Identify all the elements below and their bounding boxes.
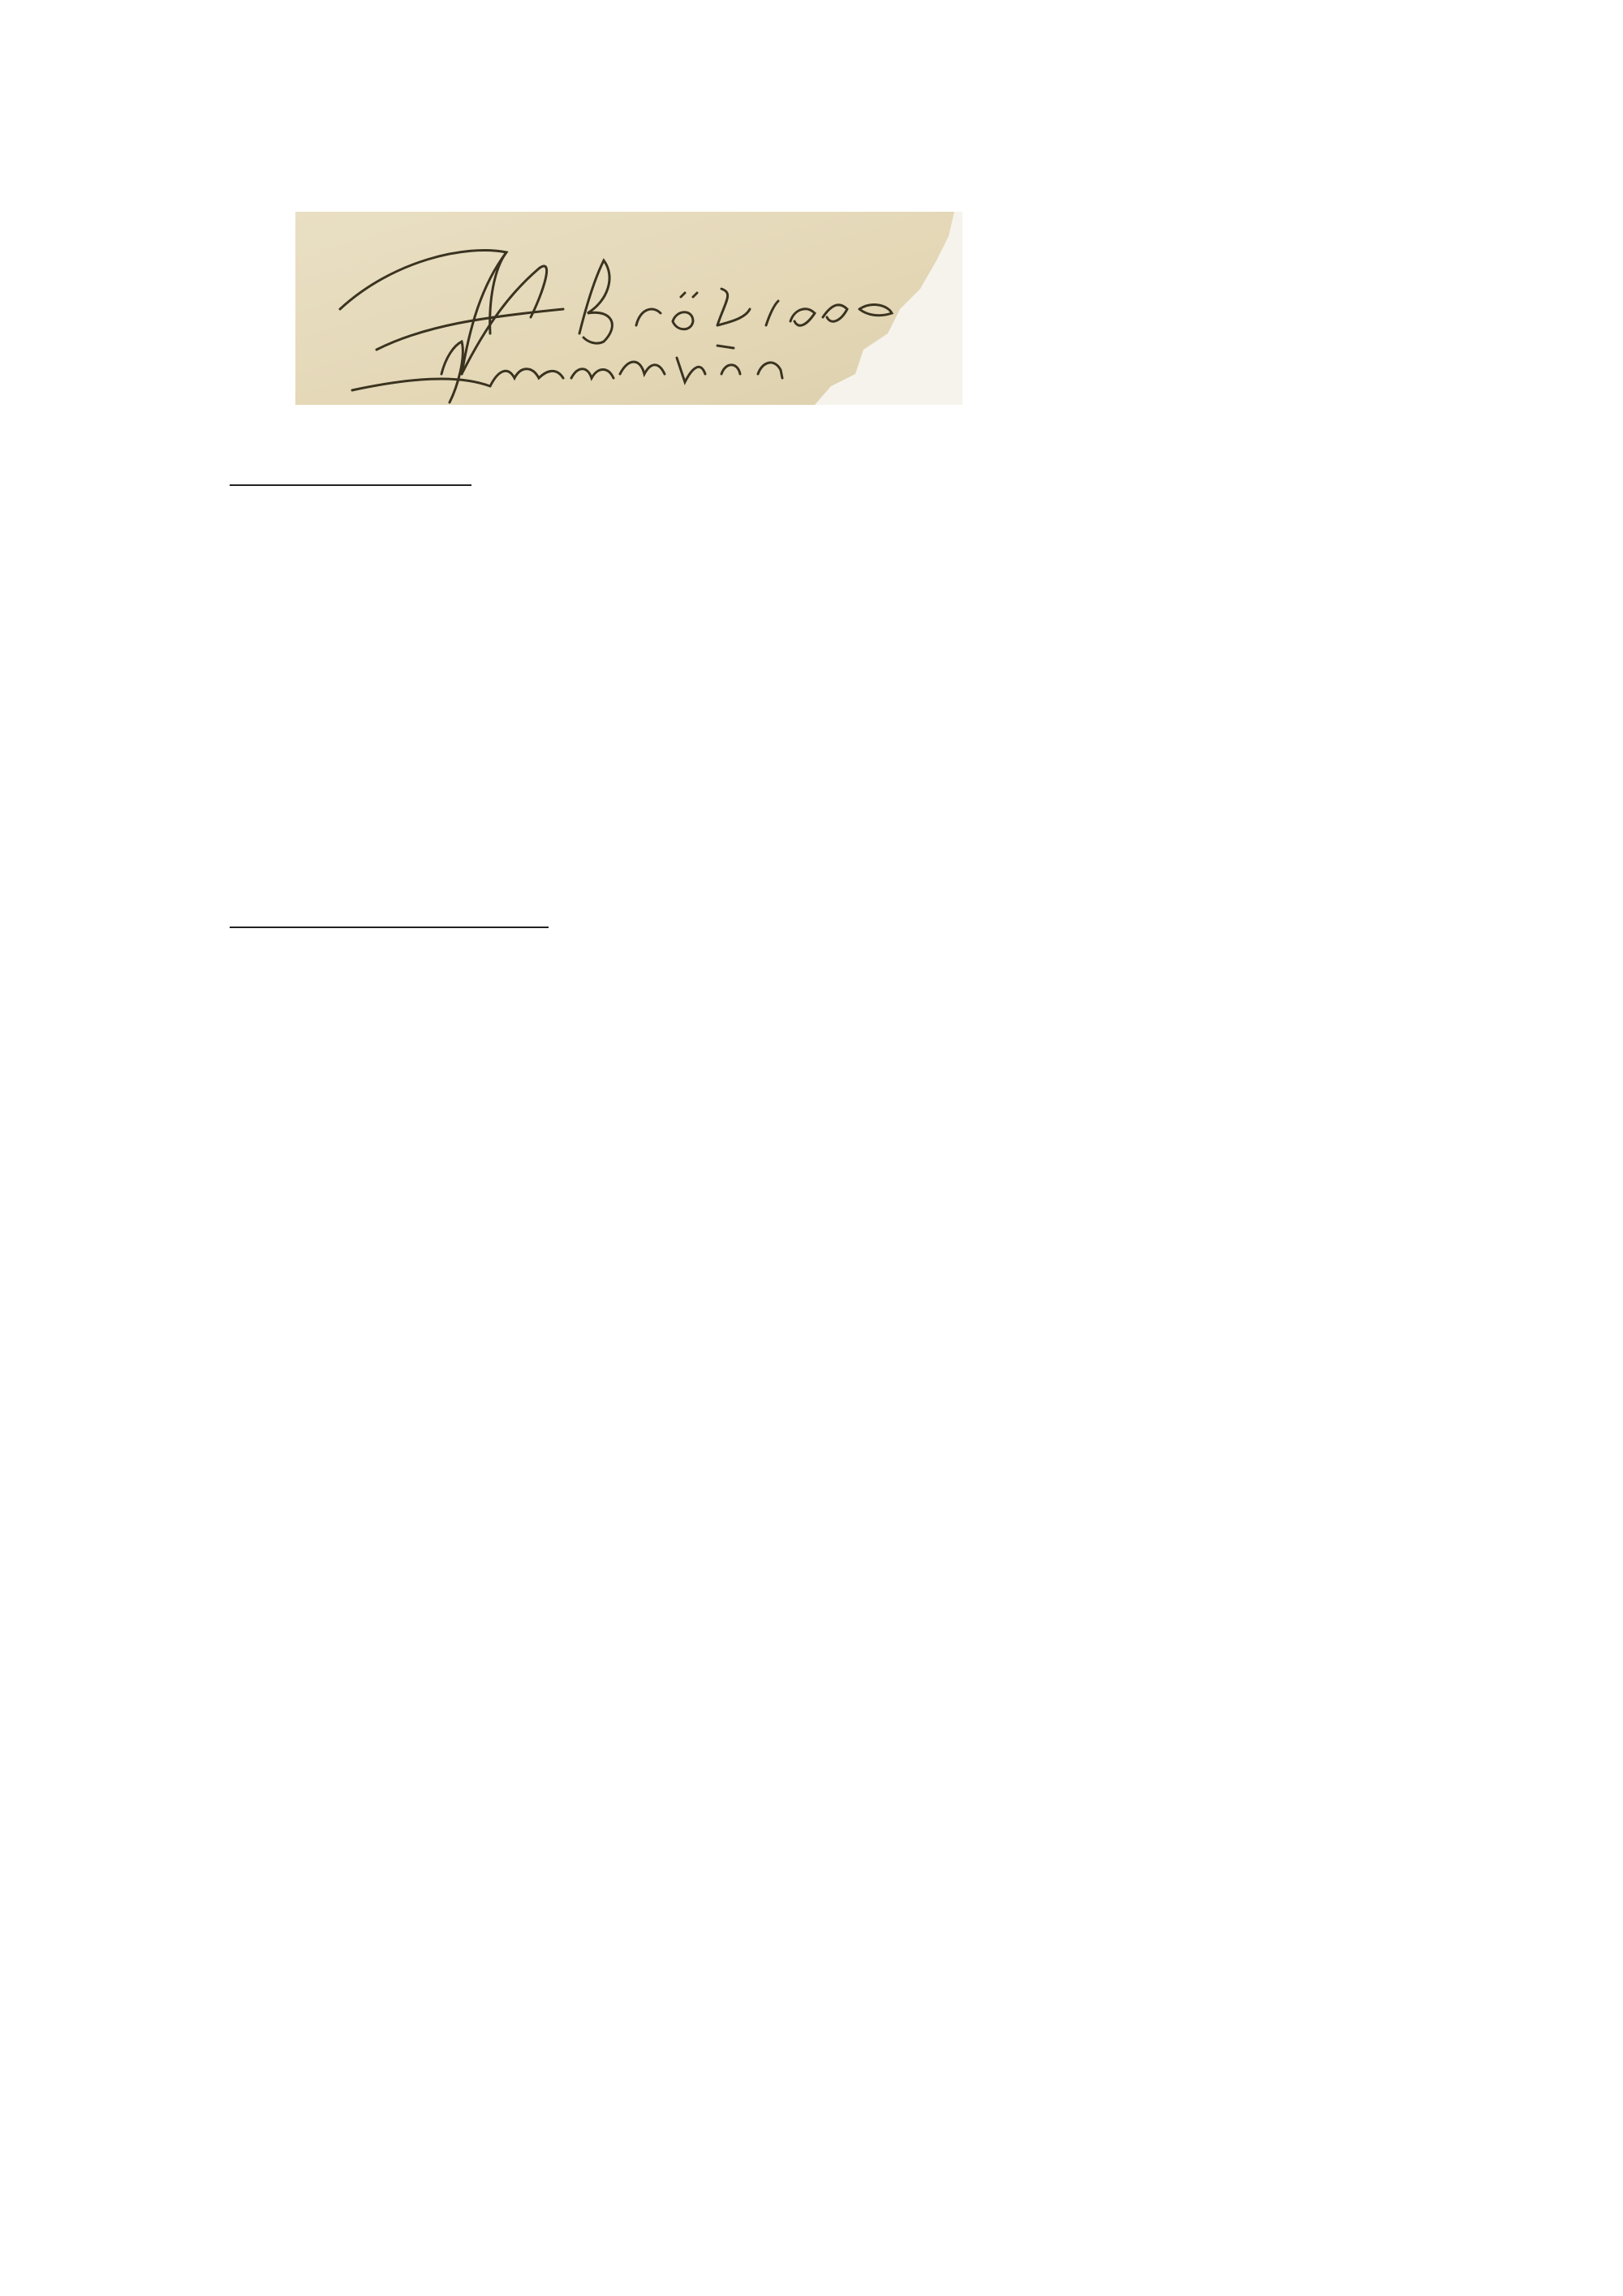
- title-separator: [230, 927, 549, 928]
- signature-svg: [295, 212, 962, 405]
- footnote-separator: [230, 484, 471, 486]
- handwritten-signature-image: [295, 212, 962, 405]
